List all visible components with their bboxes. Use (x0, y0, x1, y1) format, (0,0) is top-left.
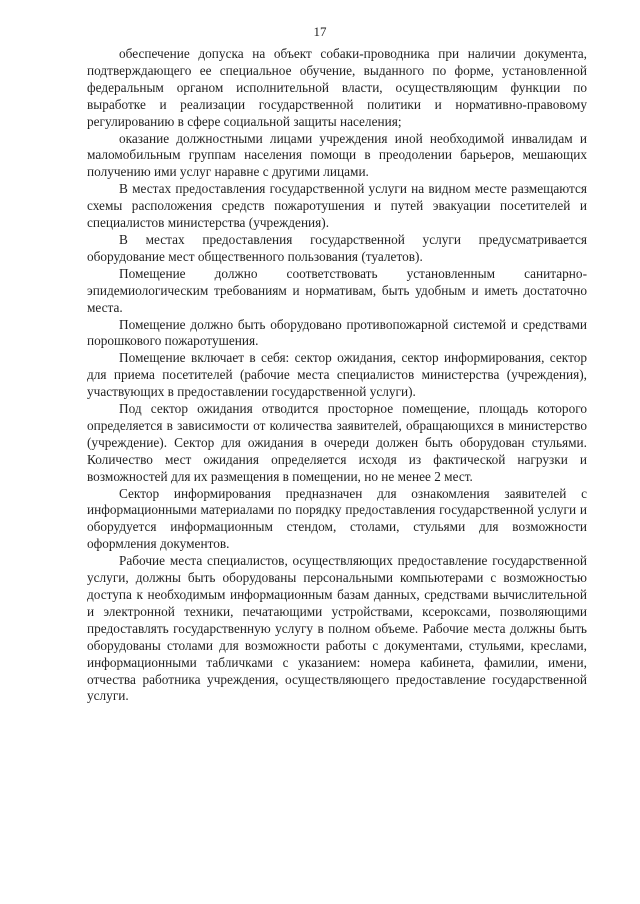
paragraph-evacuation-schemes: В местах предоставления государственной услуги на видном месте размещаются схемы расположения средств пожаротушения и путей эвакуации посетителей и специалистов министерства (учреждения). (87, 181, 587, 231)
paragraph-premises-sectors: Помещение включает в себя: сектор ожидания, сектор информирования, сектор для приема посетителей (рабочие места специалистов министерства (учреждения), участвующих в предоставлении государственной услуги). (87, 350, 587, 400)
paragraph-waiting-sector: Под сектор ожидания отводится просторное помещение, площадь которого определяется в зависимости от количества заявителей, обращающихся в министерство (учреждение). Сектор для ожидания в очереди должен быть оборудован стульями. Количество мест ожидания определяется исходя из фактической нагрузки и возможностей для их размещения в помещении, но не менее 2 мест. (87, 401, 587, 484)
document-body (87, 46, 587, 705)
paragraph-workplaces: Рабочие места специалистов, осуществляющих предоставление государственной услуги, должны быть оборудованы персональными компьютерами с возможностью доступа к необходимым информационным базам данных, средствами вычислительной и электронной техники, печатающими устройствами, ксероксами, позволяющими предоставлять государственную услугу в полном объеме. Рабочие места должны быть оборудованы столами для возможности работы с документами, стульями, креслами, информационными табличками с указанием: номера кабинета, фамилии, имени, отчества работника учреждения, осуществляющего предоставление государственной услуги. (87, 553, 587, 704)
paragraph-staff-assistance: оказание должностными лицами учреждения иной необходимой инвалидам и маломобильным группам населения помощи в преодолении барьеров, мешающих получению ими услуг наравне с другими лицами. (87, 130, 587, 180)
paragraph-guide-dog: обеспечение допуска на объект собаки-проводника при наличии документа, подтверждающего ее специальное обучение, выданного по форме, установленной федеральным органом исполнительной власти, осуществляющим функции по выработке и реализации государственной политики и нормативно-правовому регулированию в сфере социальной защиты населения; (87, 46, 587, 129)
page-number: 17 (313, 24, 327, 39)
paragraph-information-sector: Сектор информирования предназначен для ознакомления заявителей с информационными материалами по порядку предоставления государственной услуги и оборудуется информационным стендом, столами, стульями для возможности оформления документов. (87, 485, 587, 552)
paragraph-public-toilets: В местах предоставления государственной услуги предусматривается оборудование мест общественного пользования (туалетов). (87, 231, 587, 264)
paragraph-sanitary-requirements: Помещение должно соответствовать установленным санитарно-эпидемиологическим требованиям и нормативам, быть удобным и иметь достаточно места. (87, 265, 587, 315)
paragraph-fire-protection: Помещение должно быть оборудовано противопожарной системой и средствами порошкового пожаротушения. (87, 316, 587, 349)
